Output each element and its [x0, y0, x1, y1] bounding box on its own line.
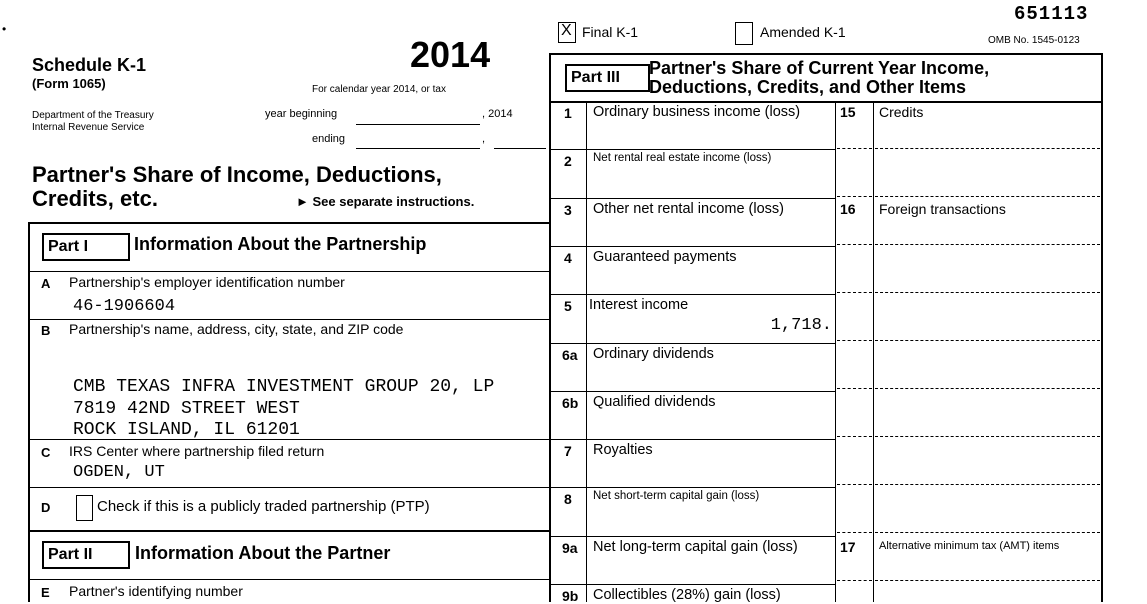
amount-entry-line[interactable] — [875, 340, 1100, 341]
line-divider — [549, 487, 836, 488]
partnership-ein: 46-1906604 — [73, 297, 176, 316]
line-divider — [549, 536, 836, 537]
form-number: (Form 1065) — [32, 76, 106, 91]
line-9a-number: 9a — [562, 539, 578, 556]
line-15-number: 15 — [840, 104, 856, 120]
code-entry-line[interactable] — [837, 196, 872, 197]
amount-entry-line[interactable] — [875, 148, 1100, 149]
share-title-2: Credits, etc. — [32, 186, 158, 211]
line-c-label: IRS Center where partnership filed return — [69, 443, 325, 459]
line-5-value[interactable]: 1,718. — [770, 316, 832, 336]
amount-entry-line[interactable] — [875, 532, 1100, 533]
amount-entry-line[interactable] — [875, 388, 1100, 389]
code-entry-line[interactable] — [837, 484, 872, 485]
part2-label-text: Part II — [48, 546, 93, 563]
year-beginning-label: year beginning — [265, 108, 338, 120]
line-17-label: Alternative minimum tax (AMT) items — [879, 540, 1060, 552]
line-d-label: Check if this is a publicly traded partnership (PTP) — [97, 498, 430, 515]
final-k1-label: Final K-1 — [582, 24, 639, 40]
ending-label: ending — [312, 133, 346, 145]
line-divider — [549, 294, 836, 295]
line-6a-label: Ordinary dividends — [593, 345, 714, 362]
line-e-letter: E — [41, 585, 50, 600]
line-7-label: Royalties — [593, 442, 653, 459]
part1-title: Information About the Partnership — [134, 234, 427, 254]
part1-label-text: Part I — [48, 238, 89, 255]
year-beginning-field[interactable] — [356, 124, 480, 125]
line-2-label: Net rental real estate income (loss) — [593, 152, 772, 165]
amended-k1-label: Amended K-1 — [760, 24, 846, 40]
code-entry-line[interactable] — [837, 340, 872, 341]
line-divider — [549, 246, 836, 247]
line-6b-number: 6b — [562, 394, 579, 411]
part3-label — [565, 64, 650, 92]
line-e-label: Partner's identifying number — [69, 583, 243, 599]
irs-center: OGDEN, UT — [73, 463, 165, 482]
share-title-1: Partner's Share of Income, Deductions, — [32, 162, 442, 187]
line-3-number: 3 — [564, 201, 572, 218]
final-k1-mark: X — [561, 22, 572, 39]
part3-title-1: Partner's Share of Current Year Income, — [649, 58, 990, 78]
line-8-label: Net short-term capital gain (loss) — [593, 490, 760, 503]
calendar-note: For calendar year 2014, or tax — [312, 84, 446, 95]
line-d-letter: D — [41, 500, 51, 515]
irs-label: Internal Revenue Service — [32, 122, 145, 133]
line-9b-label: Collectibles (28%) gain (loss) — [593, 587, 781, 603]
form-title: Schedule K-1 — [32, 55, 147, 75]
part3-label-text: Part III — [571, 69, 620, 86]
line-c-letter: C — [41, 445, 51, 460]
line-16-number: 16 — [840, 201, 856, 217]
ending-tail-line — [494, 148, 546, 149]
document-code: 651113 — [1014, 3, 1089, 25]
line-6a-number: 6a — [562, 346, 578, 363]
line-4-number: 4 — [564, 249, 572, 266]
line-divider — [549, 391, 836, 392]
code-entry-line[interactable] — [837, 436, 872, 437]
line-a-letter: A — [41, 276, 51, 291]
ending-suffix: , — [482, 133, 486, 145]
line-8-number: 8 — [564, 491, 572, 508]
line-2-number: 2 — [564, 153, 572, 170]
line-divider — [549, 439, 836, 440]
part3-title-2: Deductions, Credits, and Other Items — [649, 77, 967, 97]
line-16-label: Foreign transactions — [879, 201, 1006, 217]
line-1-number: 1 — [564, 105, 572, 121]
scan-dot: • — [2, 22, 7, 36]
part1-label — [42, 233, 130, 261]
amount-entry-line[interactable] — [875, 196, 1100, 197]
code-entry-line[interactable] — [837, 148, 872, 149]
instructions-note: ► See separate instructions. — [296, 194, 475, 209]
line-divider — [549, 198, 836, 199]
line-b-label: Partnership's name, address, city, state, and ZIP code — [69, 321, 404, 337]
line-divider — [549, 343, 836, 344]
part2-title: Information About the Partner — [135, 543, 391, 563]
line-3-label: Other net rental income (loss) — [593, 200, 784, 217]
code-entry-line[interactable] — [837, 388, 872, 389]
tax-year: 2014 — [410, 34, 491, 75]
line-7-number: 7 — [564, 443, 572, 460]
line-9b-number: 9b — [562, 588, 579, 604]
ptp-checkbox[interactable] — [76, 495, 93, 521]
code-entry-line[interactable] — [837, 244, 872, 245]
line-divider — [549, 584, 836, 585]
line-a-label: Partnership's employer identification number — [69, 274, 345, 290]
amount-entry-line[interactable] — [875, 484, 1100, 485]
ending-field[interactable] — [356, 148, 480, 149]
amount-entry-line[interactable] — [875, 244, 1100, 245]
code-entry-line[interactable] — [837, 292, 872, 293]
amount-entry-line[interactable] — [875, 436, 1100, 437]
line-17-number: 17 — [840, 539, 856, 555]
line-6b-label: Qualified dividends — [593, 393, 716, 410]
amount-entry-line[interactable] — [875, 580, 1100, 581]
amount-entry-line[interactable] — [875, 292, 1100, 293]
omb-number: OMB No. 1545-0123 — [988, 35, 1080, 46]
line-4-label: Guaranteed payments — [593, 248, 737, 265]
partnership-name: CMB TEXAS INFRA INVESTMENT GROUP 20, LP — [73, 377, 495, 397]
part2-label — [42, 541, 130, 569]
line-5-label: Interest income — [589, 297, 689, 314]
amended-k1-checkbox[interactable] — [735, 22, 753, 45]
line-9a-label: Net long-term capital gain (loss) — [593, 538, 798, 555]
line-15-label: Credits — [879, 104, 924, 120]
line-b-letter: B — [41, 323, 51, 338]
line-5-number: 5 — [564, 298, 572, 315]
line-divider — [549, 149, 836, 150]
line-1-label: Ordinary business income (loss) — [593, 104, 801, 120]
partnership-city: ROCK ISLAND, IL 61201 — [73, 420, 300, 440]
code-entry-line[interactable] — [837, 580, 872, 581]
code-entry-line[interactable] — [837, 532, 872, 533]
partnership-street: 7819 42ND STREET WEST — [73, 399, 300, 419]
year-beginning-suffix: , 2014 — [482, 108, 513, 120]
department-label: Department of the Treasury — [32, 110, 154, 121]
